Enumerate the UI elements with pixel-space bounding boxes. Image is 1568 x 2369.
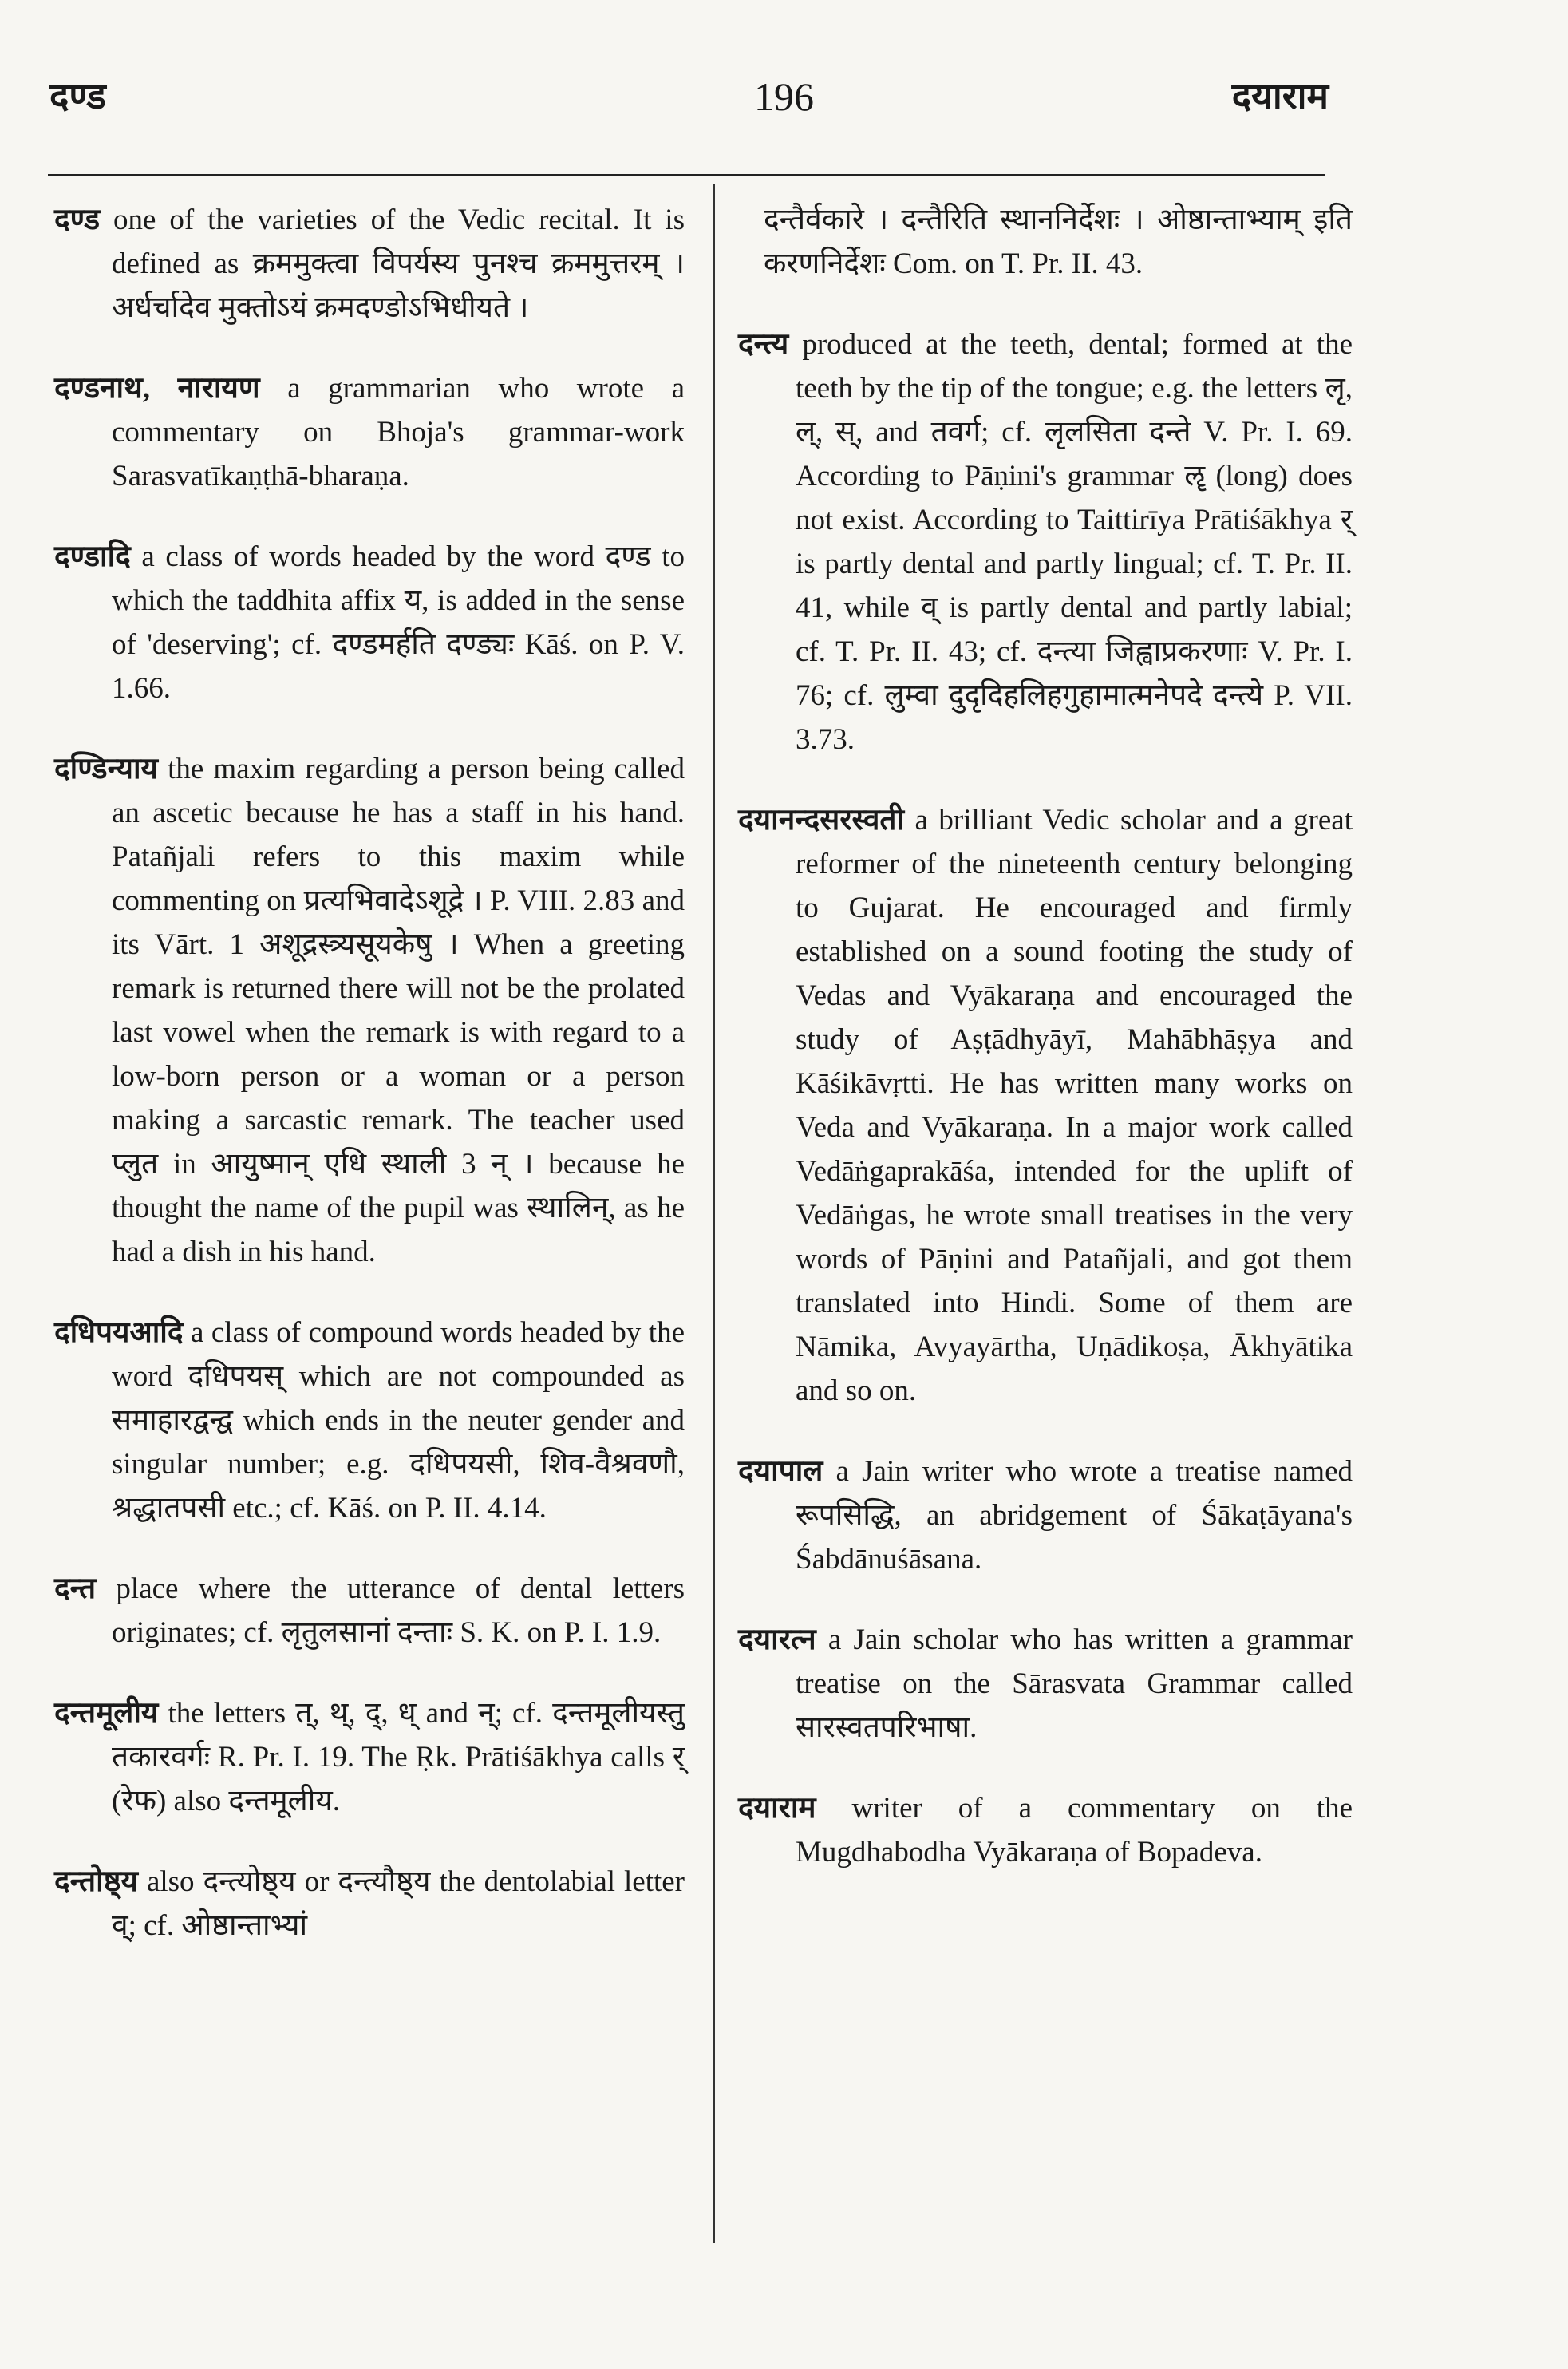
entry-headword: दन्त bbox=[54, 1572, 97, 1605]
entry-definition: place where the utterance of dental letters originates; cf. लृतुलसानां दन्ताः S. K. on P. I. 1.9. bbox=[96, 1572, 685, 1649]
dictionary-entry bbox=[738, 1449, 1353, 1581]
entry-definition: a class of words headed by the word दण्ड to which the taddhita affix य, is added in the sense of 'deserving'; cf. दण्डमर्हति दण्ड्यः Kāś. on P. V. 1.66. bbox=[112, 540, 685, 705]
entry-headword: दन्त्य bbox=[738, 328, 789, 361]
entry-headword: दन्तमूलीय bbox=[54, 1697, 159, 1730]
header-rule bbox=[48, 174, 1325, 176]
dictionary-entry bbox=[54, 535, 685, 710]
entry-definition: a grammarian who wrote a commentary on Bhoja's grammar-work Sarasvatīkaṇṭhā-bharaṇa. bbox=[112, 372, 685, 492]
entry-continuation: दन्तैर्वकारे । दन्तैरिति स्थाननिर्देशः । ओष्ठान्ताभ्याम् इति करणनिर्देशः Com. on T. Pr. II. 43. bbox=[764, 204, 1353, 280]
entry-headword: दण्डिन्याय bbox=[54, 753, 159, 785]
dictionary-entry bbox=[54, 1567, 685, 1655]
dictionary-entry bbox=[54, 1311, 685, 1530]
dictionary-entry bbox=[54, 198, 685, 330]
entry-definition: a brilliant Vedic scholar and a great reformer of the nineteenth century belonging to Gujarat. He encouraged and firmly established on a sound footing the study of Vedas and Vyākaraṇa and encouraged the study of Aṣṭādhyāyī, Mahābhāṣya and Kāśikāvṛtti. He has written many works on Veda and Vyākaraṇa. In a major work called Vedāṅgaprakāśa, intended for the uplift of Vedāṅgas, he wrote small treatises in the very words of Pāṇini and Patañjali, and got them translated into Hindi. Some of them are Nāmika, Avyayārtha, Uṇādikoṣa, Ākhyātika and so on. bbox=[796, 804, 1353, 1407]
entry-headword: दयापाल bbox=[738, 1455, 823, 1488]
dictionary-entry bbox=[54, 1860, 685, 1948]
entry-definition: also दन्त्योष्ठ्य or दन्त्यौष्ठ्य the dentolabial letter व्; cf. ओष्ठान्ताभ्यां bbox=[112, 1865, 685, 1942]
entry-headword: दयानन्दसरस्वती bbox=[738, 804, 905, 836]
entry-definition: one of the varieties of the Vedic recital. It is defined as क्रममुक्त्वा विपर्यस्य पुनश्च क्रममुत्तरम् । अर्धर्चादेव मुक्तोऽयं क्रमदण्डोऽभिधीयते । bbox=[100, 204, 685, 324]
entry-definition: a Jain scholar who has written a grammar treatise on the Sārasvata Grammar called सारस्वतपरिभाषा. bbox=[796, 1623, 1353, 1744]
entry-headword: दयारत्न bbox=[738, 1623, 816, 1656]
entry-definition: a Jain writer who wrote a treatise named रूपसिद्धि, an abridgement of Śākaṭāyana's Śabdānuśāsana. bbox=[796, 1455, 1353, 1576]
dictionary-entry bbox=[54, 747, 685, 1274]
dictionary-entry bbox=[738, 1618, 1353, 1750]
entry-headword: दयाराम bbox=[738, 1792, 816, 1825]
entry-definition: the maxim regarding a person being called an ascetic because he has a staff in his hand. Patañjali refers to this maxim while commenting on प्रत्यभिवादेऽशूद्रे । P. VIII. 2.83 and its Vārt. 1 अशूद्रस्त्र्यसूयकेषु । When a greeting remark is returned there will not be the prolated last vowel when the remark is with regard to a low-born person or a woman or a person making a sarcastic remark. The teacher used प्लुत in आयुष्मान् एधि स्थाली 3 न् । because he thought the name of the pupil was स्थालिन्, as he had a dish in his hand. bbox=[112, 753, 685, 1268]
entry-headword: दण्डनाथ, नारायण bbox=[54, 372, 260, 405]
right-column bbox=[738, 198, 1353, 1911]
running-head-left: दण्ड bbox=[49, 76, 106, 117]
entry-definition: a class of compound words headed by the word दधिपयस् which are not compounded as समाहारद्वन्द्व which ends in the neuter gender and singular number; e.g. दधिपयसी, शिव-वैश्रवणौ, श्रद्धातपसी etc.; cf. Kāś. on P. II. 4.14. bbox=[112, 1316, 685, 1525]
entry-headword: दण्डादि bbox=[54, 540, 131, 573]
dictionary-entry bbox=[738, 798, 1353, 1413]
entry-definition: writer of a commentary on the Mugdhabodha Vyākaraṇa of Bopadeva. bbox=[796, 1792, 1353, 1869]
dictionary-entry bbox=[738, 322, 1353, 761]
left-column bbox=[54, 198, 685, 1984]
dictionary-entry bbox=[738, 1786, 1353, 1874]
running-head-right: दयाराम bbox=[1231, 76, 1329, 117]
dictionary-entry bbox=[54, 366, 685, 498]
column-divider bbox=[713, 184, 715, 2243]
entry-definition: the letters त्, थ्, द्, ध् and न्; cf. दन्तमूलीयस्तु तकारवर्गः R. Pr. I. 19. The Ṛk. Prātiśākhya calls र् (रेफ) also दन्तमूलीय. bbox=[112, 1697, 685, 1817]
page-number: 196 bbox=[754, 74, 814, 119]
entry-definition: produced at the teeth, dental; formed at the teeth by the tip of the tongue; e.g. the letters लृ, ल्, स्, and तवर्ग; cf. लृलसिता दन्ते V. Pr. I. 69. According to Pāṇini's grammar ॡ (long) does not exist. According to Taittirīya Prātiśākhya र् is partly dental and partly lingual; cf. T. Pr. II. 41, while व् is partly dental and partly labial; cf. T. Pr. II. 43; cf. दन्त्या जिह्वाप्रकरणाः V. Pr. I. 76; cf. लुम्वा दुदृदिहलिहगुहामात्मनेपदे दन्त्ये P. VII. 3.73. bbox=[788, 328, 1353, 756]
entry-headword: दधिपयआदि bbox=[54, 1316, 184, 1349]
entry-headword: दण्ड bbox=[54, 204, 101, 236]
dictionary-entry bbox=[54, 1691, 685, 1823]
entry-headword: दन्तोष्ठ्य bbox=[54, 1865, 138, 1898]
